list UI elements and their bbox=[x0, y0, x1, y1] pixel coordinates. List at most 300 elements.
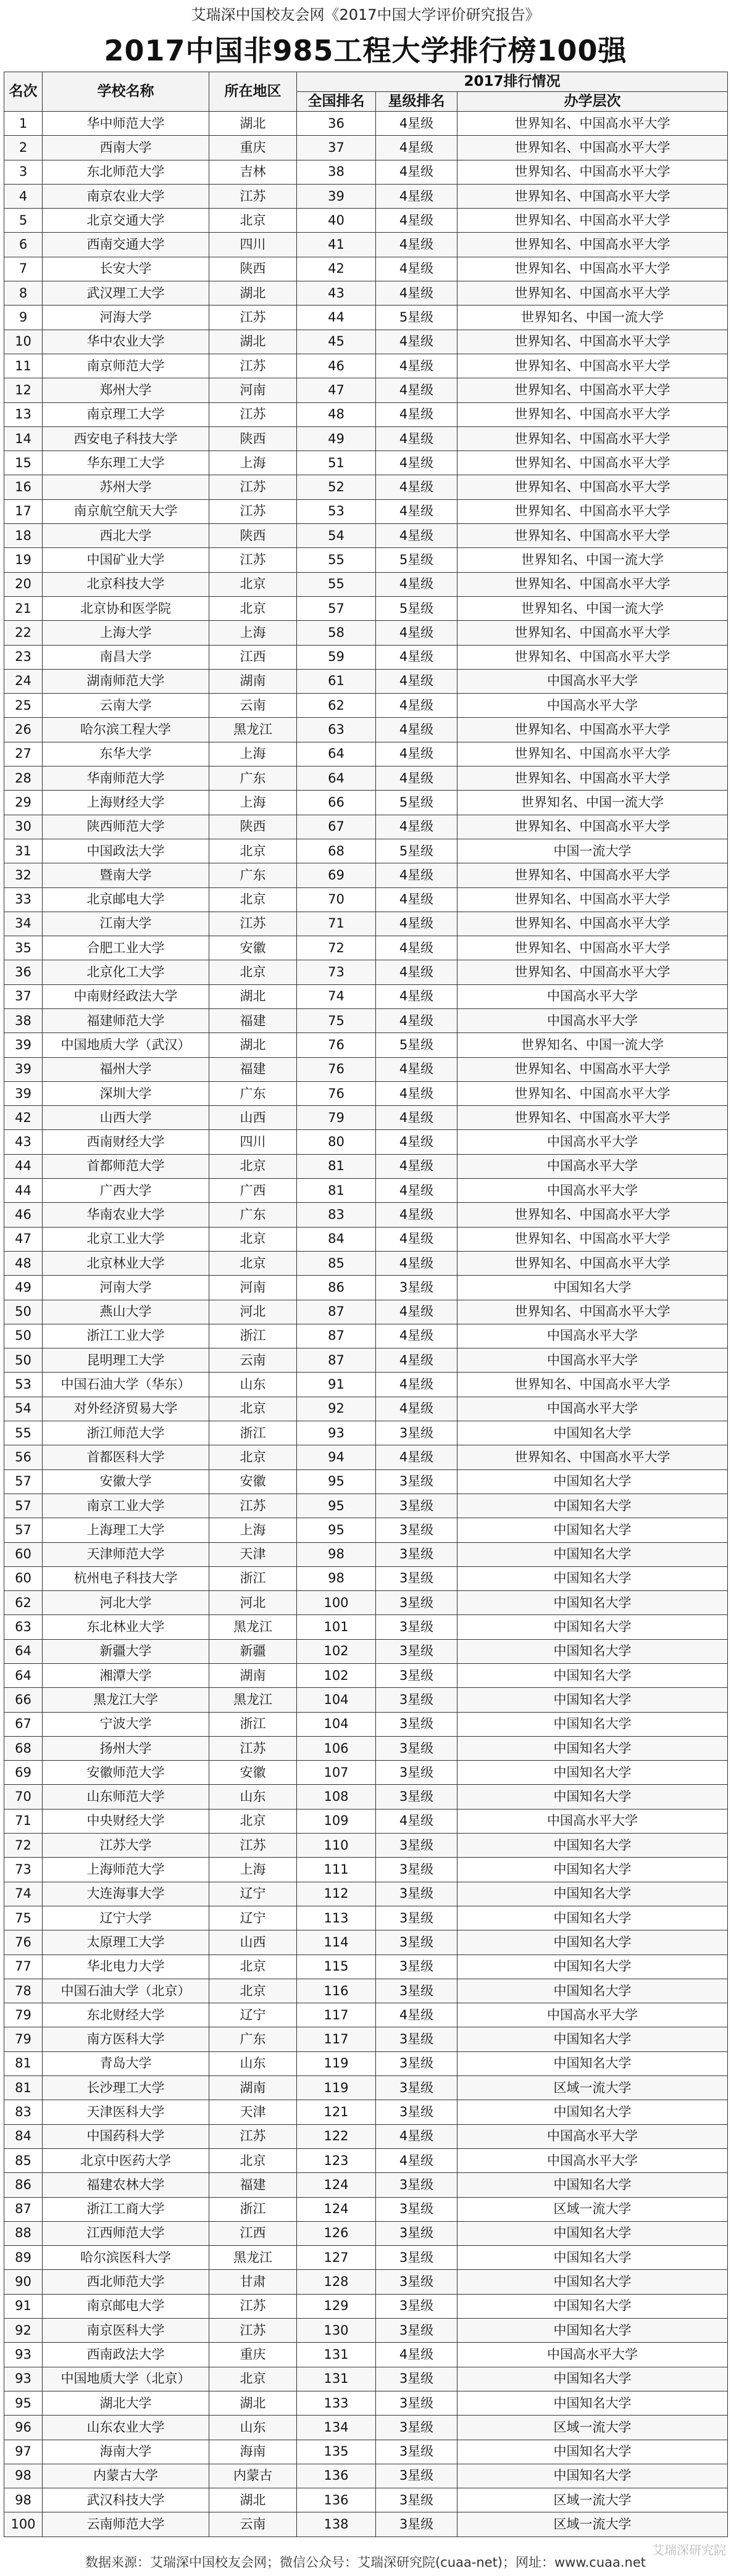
cell-national-rank: 104 bbox=[297, 1712, 376, 1736]
table-row bbox=[4, 2003, 728, 2027]
cell-school: 北京科技大学 bbox=[43, 572, 209, 596]
cell-rank: 43 bbox=[4, 1130, 43, 1154]
cell-rank: 88 bbox=[4, 2221, 43, 2245]
table-row bbox=[4, 1081, 728, 1105]
cell-rank: 31 bbox=[4, 839, 43, 863]
cell-region: 湖南 bbox=[209, 669, 297, 693]
table-row bbox=[4, 1930, 728, 1955]
cell-rank: 33 bbox=[4, 887, 43, 912]
table-row bbox=[4, 1421, 728, 1445]
cell-region: 陕西 bbox=[209, 815, 297, 839]
cell-rank: 98 bbox=[4, 2464, 43, 2488]
cell-national-rank: 100 bbox=[297, 1591, 376, 1615]
table-row bbox=[4, 499, 728, 523]
cell-rank: 75 bbox=[4, 1906, 43, 1930]
cell-region: 北京 bbox=[209, 1955, 297, 1979]
cell-national-rank: 94 bbox=[297, 1445, 376, 1469]
cell-region: 湖南 bbox=[209, 1664, 297, 1688]
cell-star-rank: 4星级 bbox=[376, 572, 457, 596]
cell-region: 山西 bbox=[209, 1106, 297, 1130]
cell-level: 世界知名、中国高水平大学 bbox=[457, 912, 728, 936]
cell-star-rank: 4星级 bbox=[376, 354, 457, 378]
cell-school: 杭州电子科技大学 bbox=[43, 1566, 209, 1590]
cell-level: 中国知名大学 bbox=[457, 2100, 728, 2124]
cell-region: 河北 bbox=[209, 1300, 297, 1324]
cell-national-rank: 117 bbox=[297, 2003, 376, 2027]
cell-level: 中国高水平大学 bbox=[457, 1324, 728, 1348]
table-row bbox=[4, 281, 728, 305]
cell-region: 上海 bbox=[209, 451, 297, 475]
cell-school: 北京林业大学 bbox=[43, 1251, 209, 1275]
cell-school: 黑龙江大学 bbox=[43, 1688, 209, 1712]
cell-region: 北京 bbox=[209, 1154, 297, 1178]
cell-star-rank: 4星级 bbox=[376, 694, 457, 718]
cell-school: 长沙理工大学 bbox=[43, 2076, 209, 2100]
cell-rank: 68 bbox=[4, 1736, 43, 1760]
table-row bbox=[4, 136, 728, 160]
cell-school: 华东理工大学 bbox=[43, 451, 209, 475]
cell-school: 广西大学 bbox=[43, 1179, 209, 1203]
cell-star-rank: 4星级 bbox=[376, 281, 457, 305]
table-row bbox=[4, 2343, 728, 2367]
cell-star-rank: 3星级 bbox=[376, 1979, 457, 2003]
cell-star-rank: 3星级 bbox=[376, 1469, 457, 1494]
table-row bbox=[4, 1955, 728, 1979]
cell-region: 江苏 bbox=[209, 305, 297, 330]
cell-level: 中国知名大学 bbox=[457, 1834, 728, 1858]
table-row bbox=[4, 233, 728, 257]
cell-level: 世界知名、中国高水平大学 bbox=[457, 257, 728, 281]
cell-national-rank: 134 bbox=[297, 2416, 376, 2440]
table-row bbox=[4, 1882, 728, 1906]
cell-star-rank: 3星级 bbox=[376, 2367, 457, 2391]
cell-level: 中国知名大学 bbox=[457, 2173, 728, 2197]
cell-rank: 2 bbox=[4, 136, 43, 160]
cell-rank: 28 bbox=[4, 767, 43, 791]
cell-star-rank: 3星级 bbox=[376, 1566, 457, 1590]
cell-rank: 85 bbox=[4, 2148, 43, 2172]
cell-region: 北京 bbox=[209, 887, 297, 912]
table-row bbox=[4, 1494, 728, 1518]
cell-level: 世界知名、中国高水平大学 bbox=[457, 209, 728, 233]
cell-region: 北京 bbox=[209, 2148, 297, 2172]
cell-rank: 23 bbox=[4, 645, 43, 669]
cell-rank: 49 bbox=[4, 1276, 43, 1300]
cell-star-rank: 4星级 bbox=[376, 426, 457, 451]
cell-star-rank: 5星级 bbox=[376, 1033, 457, 1057]
cell-rank: 3 bbox=[4, 160, 43, 184]
cell-region: 四川 bbox=[209, 233, 297, 257]
cell-level: 中国知名大学 bbox=[457, 1542, 728, 1566]
cell-national-rank: 59 bbox=[297, 645, 376, 669]
cell-school: 山东师范大学 bbox=[43, 1785, 209, 1809]
cell-star-rank: 3星级 bbox=[376, 2076, 457, 2100]
cell-rank: 66 bbox=[4, 1688, 43, 1712]
table-row bbox=[4, 1397, 728, 1421]
cell-region: 江西 bbox=[209, 2221, 297, 2245]
cell-region: 云南 bbox=[209, 694, 297, 718]
cell-star-rank: 3星级 bbox=[376, 2100, 457, 2124]
cell-star-rank: 3星级 bbox=[376, 2464, 457, 2488]
cell-region: 江苏 bbox=[209, 1494, 297, 1518]
cell-region: 江苏 bbox=[209, 912, 297, 936]
cell-school: 华南农业大学 bbox=[43, 1203, 209, 1227]
cell-school: 南昌大学 bbox=[43, 645, 209, 669]
cell-star-rank: 3星级 bbox=[376, 2221, 457, 2245]
cell-school: 陕西师范大学 bbox=[43, 815, 209, 839]
cell-region: 江苏 bbox=[209, 1834, 297, 1858]
table-row bbox=[4, 2246, 728, 2270]
cell-school: 西南交通大学 bbox=[43, 233, 209, 257]
cell-rank: 7 bbox=[4, 257, 43, 281]
cell-national-rank: 92 bbox=[297, 1397, 376, 1421]
cell-school: 海南大学 bbox=[43, 2440, 209, 2464]
cell-star-rank: 5星级 bbox=[376, 596, 457, 620]
cell-level: 中国知名大学 bbox=[457, 1858, 728, 1882]
cell-national-rank: 102 bbox=[297, 1664, 376, 1688]
cell-region: 安徽 bbox=[209, 936, 297, 960]
cell-national-rank: 76 bbox=[297, 1057, 376, 1081]
table-row bbox=[4, 984, 728, 1008]
cell-region: 浙江 bbox=[209, 1421, 297, 1445]
table-row bbox=[4, 621, 728, 645]
table-row bbox=[4, 1154, 728, 1178]
cell-region: 陕西 bbox=[209, 524, 297, 548]
cell-national-rank: 53 bbox=[297, 499, 376, 523]
cell-level: 世界知名、中国高水平大学 bbox=[457, 184, 728, 208]
cell-national-rank: 57 bbox=[297, 596, 376, 620]
table-row bbox=[4, 2124, 728, 2148]
table-row bbox=[4, 1785, 728, 1809]
cell-national-rank: 98 bbox=[297, 1542, 376, 1566]
cell-rank: 46 bbox=[4, 1203, 43, 1227]
cell-region: 湖北 bbox=[209, 281, 297, 305]
cell-level: 世界知名、中国高水平大学 bbox=[457, 112, 728, 136]
cell-national-rank: 86 bbox=[297, 1276, 376, 1300]
cell-rank: 54 bbox=[4, 1397, 43, 1421]
cell-school: 南京工业大学 bbox=[43, 1494, 209, 1518]
cell-rank: 37 bbox=[4, 984, 43, 1008]
cell-star-rank: 3星级 bbox=[376, 2416, 457, 2440]
cell-region: 内蒙古 bbox=[209, 2464, 297, 2488]
cell-school: 浙江工业大学 bbox=[43, 1324, 209, 1348]
cell-school: 郑州大学 bbox=[43, 378, 209, 402]
cell-level: 世界知名、中国高水平大学 bbox=[457, 621, 728, 645]
cell-star-rank: 3星级 bbox=[376, 1494, 457, 1518]
cell-star-rank: 3星级 bbox=[376, 1785, 457, 1809]
cell-level: 世界知名、中国高水平大学 bbox=[457, 1057, 728, 1081]
cell-national-rank: 55 bbox=[297, 548, 376, 572]
cell-rank: 13 bbox=[4, 402, 43, 426]
table-row bbox=[4, 1445, 728, 1469]
cell-rank: 39 bbox=[4, 1033, 43, 1057]
footer-source: 数据来源：艾瑞深中国校友会网；微信公众号：艾瑞深研究院(cuaa-net)；网址：www.cuaa.net bbox=[85, 2555, 646, 2570]
cell-star-rank: 3星级 bbox=[376, 2051, 457, 2075]
cell-star-rank: 3星级 bbox=[376, 1858, 457, 1882]
cell-school: 中央财经大学 bbox=[43, 1809, 209, 1833]
cell-rank: 34 bbox=[4, 912, 43, 936]
cell-region: 山东 bbox=[209, 2051, 297, 2075]
cell-national-rank: 135 bbox=[297, 2440, 376, 2464]
table-row bbox=[4, 2076, 728, 2100]
cell-rank: 6 bbox=[4, 233, 43, 257]
cell-school: 宁波大学 bbox=[43, 1712, 209, 1736]
cell-level: 中国知名大学 bbox=[457, 2027, 728, 2051]
cell-rank: 56 bbox=[4, 1445, 43, 1469]
cell-region: 北京 bbox=[209, 960, 297, 984]
cell-national-rank: 131 bbox=[297, 2367, 376, 2391]
cell-school: 南京农业大学 bbox=[43, 184, 209, 208]
cell-region: 广西 bbox=[209, 1179, 297, 1203]
cell-region: 北京 bbox=[209, 1251, 297, 1275]
cell-national-rank: 63 bbox=[297, 718, 376, 742]
table-row bbox=[4, 209, 728, 233]
cell-school: 云南师范大学 bbox=[43, 2512, 209, 2537]
cell-rank: 74 bbox=[4, 1882, 43, 1906]
cell-level: 中国知名大学 bbox=[457, 2246, 728, 2270]
cell-region: 江苏 bbox=[209, 184, 297, 208]
table-row bbox=[4, 1834, 728, 1858]
cell-region: 河南 bbox=[209, 378, 297, 402]
cell-star-rank: 5星级 bbox=[376, 548, 457, 572]
cell-region: 黑龙江 bbox=[209, 2246, 297, 2270]
cell-star-rank: 4星级 bbox=[376, 887, 457, 912]
cell-level: 世界知名、中国高水平大学 bbox=[457, 378, 728, 402]
cell-national-rank: 80 bbox=[297, 1130, 376, 1154]
cell-school: 东北师范大学 bbox=[43, 160, 209, 184]
cell-school: 安徽师范大学 bbox=[43, 1761, 209, 1785]
cell-national-rank: 106 bbox=[297, 1736, 376, 1760]
table-row bbox=[4, 2416, 728, 2440]
cell-star-rank: 3星级 bbox=[376, 1712, 457, 1736]
table-row bbox=[4, 572, 728, 596]
cell-level: 世界知名、中国高水平大学 bbox=[457, 718, 728, 742]
cell-school: 武汉理工大学 bbox=[43, 281, 209, 305]
cell-national-rank: 66 bbox=[297, 791, 376, 815]
cell-national-rank: 113 bbox=[297, 1906, 376, 1930]
cell-region: 广东 bbox=[209, 863, 297, 887]
table-row bbox=[4, 524, 728, 548]
cell-school: 湖北大学 bbox=[43, 2391, 209, 2415]
cell-star-rank: 4星级 bbox=[376, 402, 457, 426]
cell-star-rank: 4星级 bbox=[376, 863, 457, 887]
cell-level: 中国知名大学 bbox=[457, 1882, 728, 1906]
cell-level: 世界知名、中国高水平大学 bbox=[457, 1251, 728, 1275]
cell-rank: 44 bbox=[4, 1179, 43, 1203]
table-row bbox=[4, 378, 728, 402]
table-row bbox=[4, 1906, 728, 1930]
table-row bbox=[4, 1130, 728, 1154]
cell-level: 中国知名大学 bbox=[457, 2367, 728, 2391]
cell-rank: 72 bbox=[4, 1834, 43, 1858]
cell-national-rank: 70 bbox=[297, 887, 376, 912]
cell-school: 湘潭大学 bbox=[43, 1664, 209, 1688]
table-row bbox=[4, 839, 728, 863]
table-row bbox=[4, 402, 728, 426]
cell-school: 北京邮电大学 bbox=[43, 887, 209, 912]
cell-star-rank: 4星级 bbox=[376, 1227, 457, 1251]
table-row bbox=[4, 1469, 728, 1494]
cell-national-rank: 37 bbox=[297, 136, 376, 160]
table-row bbox=[4, 2440, 728, 2464]
cell-school: 河海大学 bbox=[43, 305, 209, 330]
cell-star-rank: 4星级 bbox=[376, 1397, 457, 1421]
cell-star-rank: 4星级 bbox=[376, 912, 457, 936]
cell-level: 世界知名、中国一流大学 bbox=[457, 305, 728, 330]
cell-school: 新疆大学 bbox=[43, 1639, 209, 1663]
cell-rank: 79 bbox=[4, 2003, 43, 2027]
cell-level: 中国知名大学 bbox=[457, 1906, 728, 1930]
cell-level: 中国高水平大学 bbox=[457, 1154, 728, 1178]
cell-region: 北京 bbox=[209, 209, 297, 233]
cell-school: 大连海事大学 bbox=[43, 1882, 209, 1906]
cell-level: 世界知名、中国高水平大学 bbox=[457, 887, 728, 912]
cell-school: 哈尔滨工程大学 bbox=[43, 718, 209, 742]
table-row bbox=[4, 1324, 728, 1348]
cell-region: 河南 bbox=[209, 1276, 297, 1300]
cell-rank: 57 bbox=[4, 1494, 43, 1518]
cell-rank: 47 bbox=[4, 1227, 43, 1251]
cell-star-rank: 3星级 bbox=[376, 2440, 457, 2464]
table-row bbox=[4, 2319, 728, 2343]
table-row bbox=[4, 1033, 728, 1057]
table-row bbox=[4, 112, 728, 136]
cell-region: 湖南 bbox=[209, 2076, 297, 2100]
cell-region: 江苏 bbox=[209, 2319, 297, 2343]
cell-star-rank: 4星级 bbox=[376, 1348, 457, 1373]
cell-region: 四川 bbox=[209, 1130, 297, 1154]
cell-region: 湖北 bbox=[209, 1033, 297, 1057]
table-row bbox=[4, 2221, 728, 2245]
table-row bbox=[4, 1106, 728, 1130]
cell-national-rank: 138 bbox=[297, 2512, 376, 2537]
cell-level: 中国知名大学 bbox=[457, 1712, 728, 1736]
cell-national-rank: 79 bbox=[297, 1106, 376, 1130]
table-row bbox=[4, 354, 728, 378]
table-row bbox=[4, 596, 728, 620]
cell-national-rank: 87 bbox=[297, 1300, 376, 1324]
cell-school: 北京工业大学 bbox=[43, 1227, 209, 1251]
cell-rank: 92 bbox=[4, 2319, 43, 2343]
cell-star-rank: 3星级 bbox=[376, 1542, 457, 1566]
cell-national-rank: 123 bbox=[297, 2148, 376, 2172]
cell-national-rank: 116 bbox=[297, 1979, 376, 2003]
cell-national-rank: 84 bbox=[297, 1227, 376, 1251]
cell-school: 上海财经大学 bbox=[43, 791, 209, 815]
cell-star-rank: 4星级 bbox=[376, 815, 457, 839]
cell-national-rank: 52 bbox=[297, 475, 376, 499]
cell-level: 中国高水平大学 bbox=[457, 1397, 728, 1421]
cell-region: 北京 bbox=[209, 1445, 297, 1469]
cell-region: 辽宁 bbox=[209, 1906, 297, 1930]
cell-region: 广东 bbox=[209, 1081, 297, 1105]
cell-rank: 100 bbox=[4, 2512, 43, 2537]
cell-national-rank: 101 bbox=[297, 1615, 376, 1639]
cell-star-rank: 3星级 bbox=[376, 1639, 457, 1663]
cell-national-rank: 104 bbox=[297, 1688, 376, 1712]
cell-level: 中国知名大学 bbox=[457, 1979, 728, 2003]
table-row bbox=[4, 1615, 728, 1639]
cell-level: 中国知名大学 bbox=[457, 2051, 728, 2075]
cell-national-rank: 72 bbox=[297, 936, 376, 960]
cell-level: 世界知名、中国高水平大学 bbox=[457, 499, 728, 523]
cell-rank: 67 bbox=[4, 1712, 43, 1736]
cell-region: 上海 bbox=[209, 742, 297, 766]
cell-rank: 98 bbox=[4, 2488, 43, 2512]
cell-school: 江西师范大学 bbox=[43, 2221, 209, 2245]
table-row bbox=[4, 2512, 728, 2537]
cell-school: 福建师范大学 bbox=[43, 1008, 209, 1032]
cell-rank: 81 bbox=[4, 2051, 43, 2075]
cell-school: 内蒙古大学 bbox=[43, 2464, 209, 2488]
cell-level: 区域一流大学 bbox=[457, 2197, 728, 2221]
cell-national-rank: 129 bbox=[297, 2294, 376, 2318]
table-row bbox=[4, 257, 728, 281]
cell-national-rank: 91 bbox=[297, 1373, 376, 1397]
cell-national-rank: 115 bbox=[297, 1955, 376, 1979]
cell-region: 安徽 bbox=[209, 1469, 297, 1494]
cell-national-rank: 128 bbox=[297, 2270, 376, 2294]
cell-rank: 1 bbox=[4, 112, 43, 136]
table-row bbox=[4, 863, 728, 887]
cell-region: 黑龙江 bbox=[209, 718, 297, 742]
cell-rank: 78 bbox=[4, 1979, 43, 2003]
cell-school: 东华大学 bbox=[43, 742, 209, 766]
cell-region: 云南 bbox=[209, 1348, 297, 1373]
cell-level: 世界知名、中国高水平大学 bbox=[457, 1445, 728, 1469]
table-row bbox=[4, 1639, 728, 1663]
cell-level: 中国知名大学 bbox=[457, 2440, 728, 2464]
cell-rank: 63 bbox=[4, 1615, 43, 1639]
cell-national-rank: 87 bbox=[297, 1348, 376, 1373]
cell-school: 中国地质大学（武汉） bbox=[43, 1033, 209, 1057]
cell-region: 北京 bbox=[209, 596, 297, 620]
cell-level: 世界知名、中国高水平大学 bbox=[457, 960, 728, 984]
cell-region: 福建 bbox=[209, 1057, 297, 1081]
cell-national-rank: 110 bbox=[297, 1834, 376, 1858]
cell-star-rank: 3星级 bbox=[376, 2197, 457, 2221]
cell-region: 浙江 bbox=[209, 1712, 297, 1736]
cell-school: 西北大学 bbox=[43, 524, 209, 548]
cell-region: 江西 bbox=[209, 645, 297, 669]
header-group: 2017排行情况 bbox=[297, 72, 728, 92]
cell-rank: 27 bbox=[4, 742, 43, 766]
cell-rank: 35 bbox=[4, 936, 43, 960]
cell-rank: 50 bbox=[4, 1300, 43, 1324]
cell-school: 福建农林大学 bbox=[43, 2173, 209, 2197]
cell-rank: 18 bbox=[4, 524, 43, 548]
table-row bbox=[4, 451, 728, 475]
cell-rank: 57 bbox=[4, 1518, 43, 1542]
cell-national-rank: 85 bbox=[297, 1251, 376, 1275]
cell-star-rank: 3星级 bbox=[376, 1955, 457, 1979]
watermark: 艾瑞深研究院 bbox=[652, 2543, 726, 2557]
cell-level: 中国知名大学 bbox=[457, 1688, 728, 1712]
cell-school: 辽宁大学 bbox=[43, 1906, 209, 1930]
table-row bbox=[4, 1179, 728, 1203]
cell-rank: 71 bbox=[4, 1809, 43, 1833]
cell-region: 河北 bbox=[209, 1591, 297, 1615]
cell-star-rank: 3星级 bbox=[376, 1736, 457, 1760]
cell-school: 哈尔滨医科大学 bbox=[43, 2246, 209, 2270]
cell-rank: 14 bbox=[4, 426, 43, 451]
table-row bbox=[4, 960, 728, 984]
cell-school: 南京理工大学 bbox=[43, 402, 209, 426]
cell-rank: 97 bbox=[4, 2440, 43, 2464]
cell-region: 辽宁 bbox=[209, 2003, 297, 2027]
cell-school: 华南师范大学 bbox=[43, 767, 209, 791]
cell-national-rank: 119 bbox=[297, 2076, 376, 2100]
